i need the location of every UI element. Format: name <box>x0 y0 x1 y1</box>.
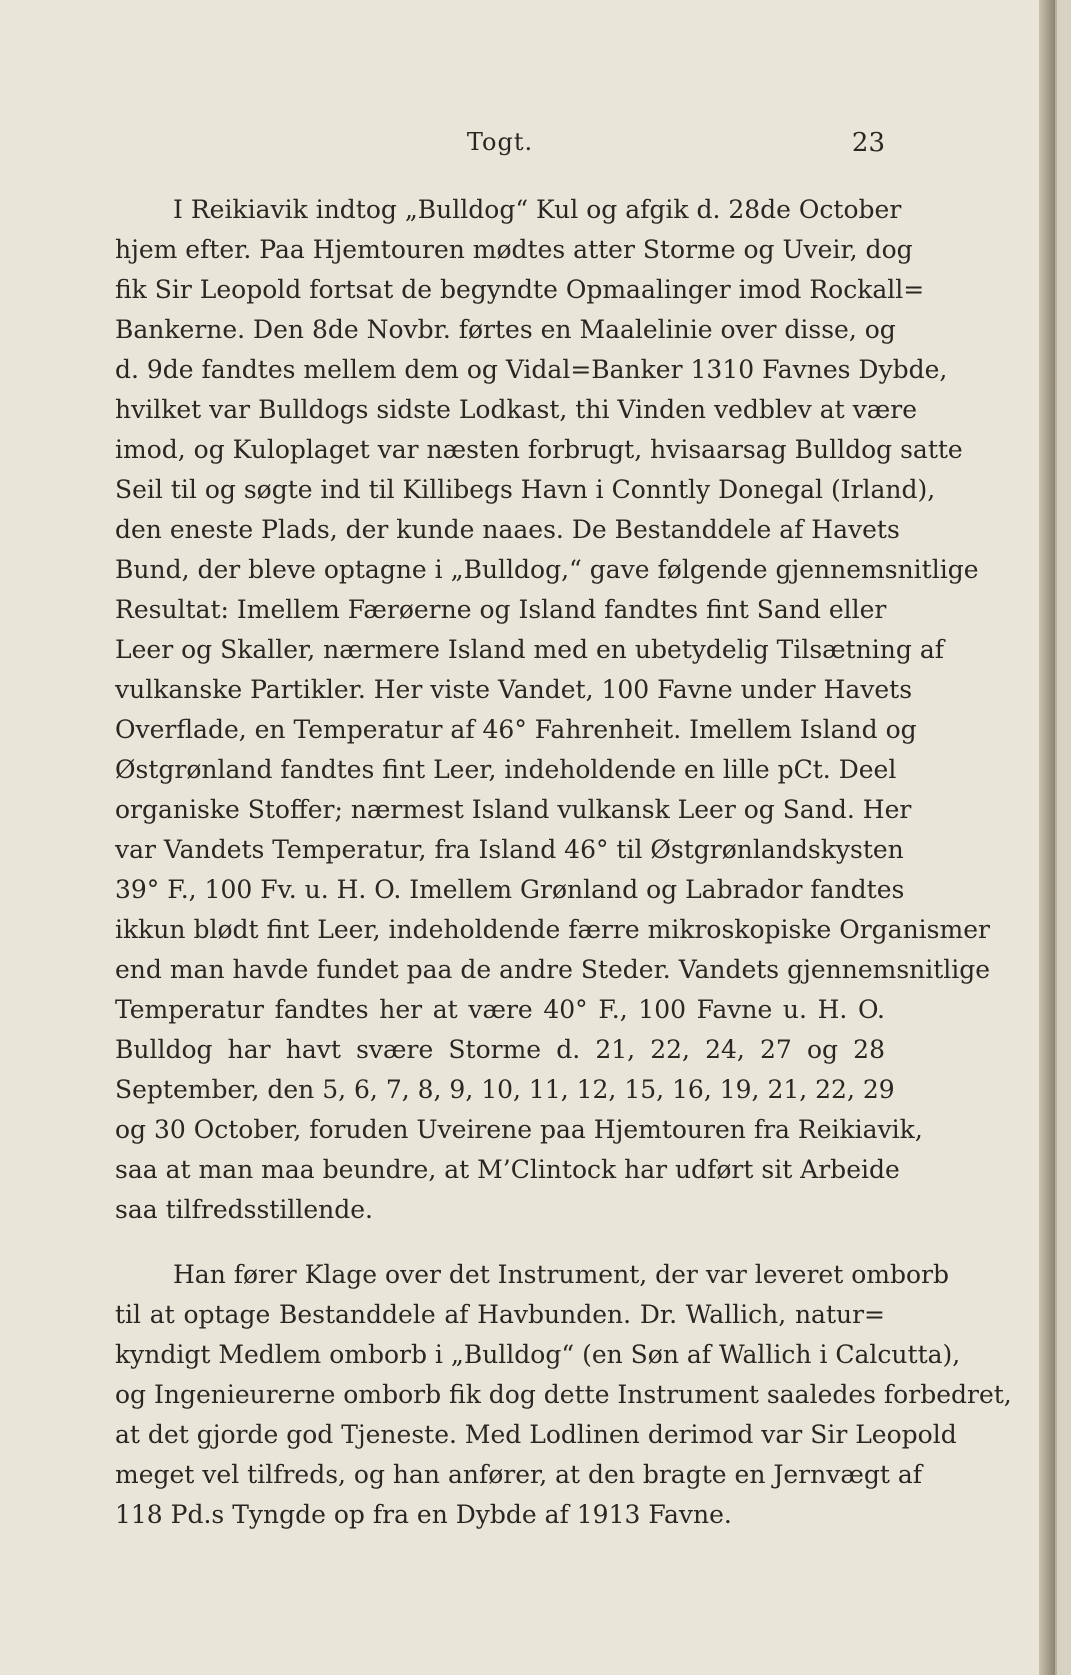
text-line: hvilket var Bulldogs sidste Lodkast, thi Vinden vedblev at være <box>115 395 918 424</box>
text-line: kyndigt Medlem omborb i „Bulldog“ (en Søn af Wallich i Calcutta), <box>115 1340 961 1369</box>
text-line: Leer og Skaller, nærmere Island med en ubetydelig Tilsætning af <box>115 635 945 664</box>
text-line: Bankerne. Den 8de Novbr. førtes en Maalelinie over disse, og <box>115 315 896 344</box>
text-line: Overflade, en Temperatur af 46° Fahrenheit. Imellem Island og <box>115 715 917 744</box>
running-title: Togt. <box>466 128 534 156</box>
body-text <box>115 190 1012 1535</box>
text-line: at det gjorde god Tjeneste. Med Lodlinen derimod var Sir Leopold <box>115 1420 957 1449</box>
text-line: Østgrønland fandtes fint Leer, indeholdende en lille pCt. Deel <box>115 755 897 784</box>
text-line: saa at man maa beundre, at M’Clintock har udført sit Arbeide <box>115 1155 900 1184</box>
text-line: 39° F., 100 Fv. u. H. O. Imellem Grønland og Labrador fandtes <box>115 875 905 904</box>
text-line: imod, og Kuloplaget var næsten forbrugt, hvisaarsag Bulldog satte <box>115 435 963 464</box>
text-line: Temperatur fandtes her at være 40° F., 100 Favne u. H. O. <box>115 995 885 1024</box>
page-number: 23 <box>851 128 885 158</box>
paragraph-gap <box>115 1230 885 1255</box>
text-line: saa tilfredsstillende. <box>115 1195 373 1224</box>
text-line: hjem efter. Paa Hjemtouren mødtes atter Storme og Uveir, dog <box>115 235 913 264</box>
text-line: September, den 5, 6, 7, 8, 9, 10, 11, 12, 15, 16, 19, 21, 22, 29 <box>115 1075 895 1104</box>
text-line: ikkun blødt fint Leer, indeholdende færre mikroskopiske Organismer <box>115 915 990 944</box>
text-line: og Ingenieurerne omborb fik dog dette Instrument saaledes forbedret, <box>115 1380 1012 1409</box>
text-line: til at optage Bestanddele af Havbunden. Dr. Wallich, natur= <box>115 1300 885 1329</box>
text-line: Bulldog har havt svære Storme d. 21, 22, 24, 27 og 28 <box>115 1035 885 1064</box>
text-line: Resultat: Imellem Færøerne og Island fandtes fint Sand eller <box>115 595 887 624</box>
text-line: var Vandets Temperatur, fra Island 46° til Østgrønlandskysten <box>115 835 904 864</box>
paragraph-1 <box>115 190 991 1230</box>
text-line: meget vel tilfreds, og han anfører, at den bragte en Jernvægt af <box>115 1460 923 1489</box>
text-line: Seil til og søgte ind til Killibegs Havn i Conntly Donegal (Irland), <box>115 475 936 504</box>
page-header <box>115 128 885 168</box>
text-line: fik Sir Leopold fortsat de begyndte Opmaalinger imod Rockall= <box>115 275 925 304</box>
text-line: vulkanske Partikler. Her viste Vandet, 100 Favne under Havets <box>115 675 913 704</box>
text-line: d. 9de fandtes mellem dem og Vidal=Banker 1310 Favnes Dybde, <box>115 355 948 384</box>
text-line: den eneste Plads, der kunde naaes. De Bestanddele af Havets <box>115 515 900 544</box>
page-spine-edge <box>1039 0 1055 1675</box>
text-line: 118 Pd.s Tyngde op fra en Dybde af 1913 Favne. <box>115 1500 732 1529</box>
text-line: end man havde fundet paa de andre Steder. Vandets gjennemsnitlige <box>115 955 991 984</box>
text-line: Bund, der bleve optagne i „Bulldog,“ gave følgende gjennemsnitlige <box>115 555 979 584</box>
text-line: Han fører Klage over det Instrument, der var leveret omborb <box>173 1260 949 1289</box>
text-line: og 30 October, foruden Uveirene paa Hjemtouren fra Reikiavik, <box>115 1115 923 1144</box>
text-line: organiske Stoffer; nærmest Island vulkansk Leer og Sand. Her <box>115 795 912 824</box>
text-line: I Reikiavik indtog „Bulldog“ Kul og afgik d. 28de October <box>173 195 902 224</box>
paragraph-2 <box>115 1255 1012 1535</box>
